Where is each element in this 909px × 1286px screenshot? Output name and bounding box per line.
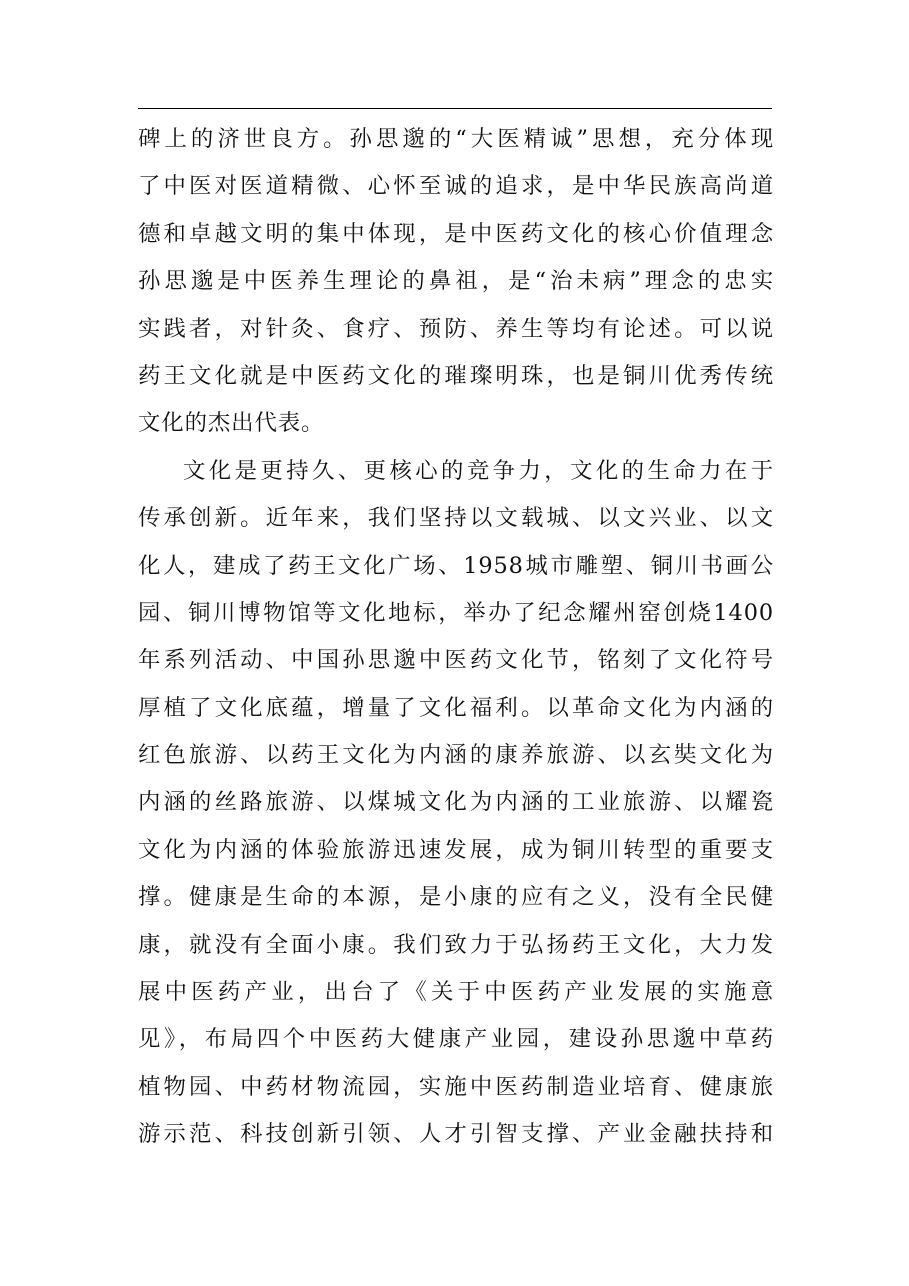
paragraph-2-line <box>138 1159 774 1206</box>
paragraph-2-line: 内涵的丝路旅游、以煤城文化为内涵的工业旅游、以耀瓷 <box>138 789 774 816</box>
paragraph-2-line: 化人，建成了药王文化广场、1958城市雕塑、铜川书画公 <box>138 552 774 579</box>
paragraph-1-line: 孙思邈是中医养生理论的鼻祖，是“治未病”理念的忠实 <box>138 268 774 295</box>
paragraph-2-line: 见》，布局四个中医药大健康产业园，建设孙思邈中草药 <box>138 1026 774 1053</box>
paragraph-2-line: 文化是更持久、更核心的竞争力，文化的生命力在于 <box>183 457 774 484</box>
paragraph-2-line: 游示范、科技创新引领、人才引智支撑、产业金融扶持和 <box>138 1121 774 1148</box>
paragraph-2-line: 展中医药产业，出台了《关于中医药产业发展的实施意 <box>138 979 774 1006</box>
paragraph-1-line: 了中医对医道精微、心怀至诚的追求，是中华民族高尚道 <box>138 173 774 200</box>
paragraph-2-line: 康，就没有全面小康。我们致力于弘扬药王文化，大力发 <box>138 931 774 958</box>
paragraph-2-line: 园、铜川博物馆等文化地标，举办了纪念耀州窑创烧1400 <box>138 599 774 626</box>
paragraph-1-line: 实践者，对针灸、食疗、预防、养生等均有论述。可以说 <box>138 315 774 342</box>
paragraph-2-line: 文化为内涵的体验旅游迅速发展，成为铜川转型的重要支 <box>138 836 774 863</box>
paragraph-2-line: 厚植了文化底蕴，增量了文化福利。以革命文化为内涵的 <box>138 694 774 721</box>
paragraph-1-line: 药王文化就是中医药文化的璀璨明珠，也是铜川优秀传统 <box>138 362 774 389</box>
header-rule <box>138 108 772 109</box>
paragraph-1-line: 碑上的济世良方。孙思邈的“大医精诚”思想，充分体现 <box>138 126 774 152</box>
paragraph-2-line: 撑。健康是生命的本源，是小康的应有之义，没有全民健 <box>138 884 774 911</box>
paragraph-1-line: 德和卓越文明的集中体现，是中医药文化的核心价值理念 <box>138 220 774 247</box>
paragraph-2-line: 红色旅游、以药王文化为内涵的康养旅游、以玄奘文化为 <box>138 742 774 769</box>
paragraph-1-line: 文化的杰出代表。 <box>138 410 325 437</box>
paragraph-2-line: 植物园、中药材物流园，实施中医药制造业培育、健康旅 <box>138 1073 774 1100</box>
body-text <box>138 116 774 1206</box>
paragraph-2-line: 年系列活动、中国孙思邈中医药文化节，铭刻了文化符号 <box>138 647 774 674</box>
paragraph-2-line: 传承创新。近年来，我们坚持以文载城、以文兴业、以文 <box>138 505 774 532</box>
